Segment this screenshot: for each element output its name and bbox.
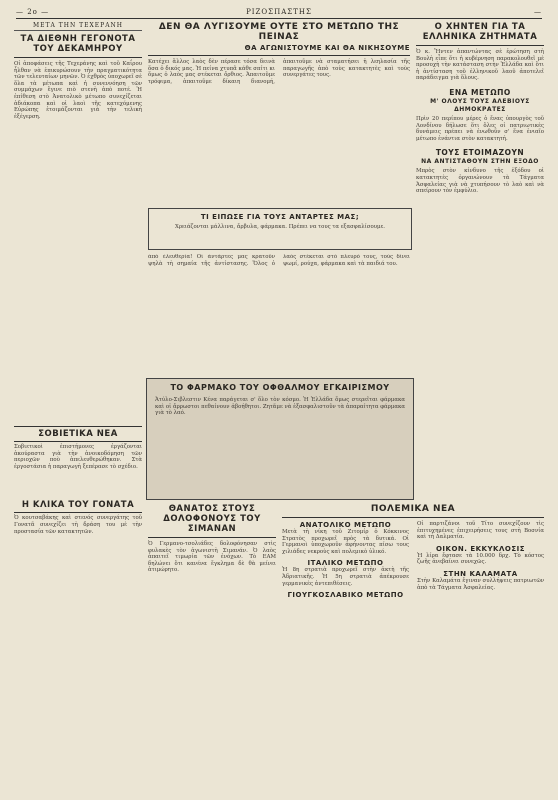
article-body-eden: Ὁ κ. Ἤντεν ἀπαντώντας σὲ ἐρώτηση στὴ Βουλὴ εἶπε ὅτι ἡ κυβέρνηση παρακολουθεῖ μὲ προσοχὴ τὴν κατάσταση στὴν Ἑλλάδα καὶ ὅτι ἡ ἀντίσταση τοῦ ἑλληνικοῦ λαοῦ ἀποτελεῖ παράδειγμα γιὰ ὅλους. bbox=[416, 49, 544, 82]
headline-eden: Ο ΧΗΝΤΕΝ ΓΙΑ ΤΑ ΕΛΛΗΝΙΚΑ ΖΗΤΗΜΑΤΑ bbox=[422, 22, 538, 42]
column-2-top bbox=[148, 22, 410, 202]
headline-hunger: ΔΕΝ ΘΑ ΛΥΓΙΣΟΥΜΕ ΟΥΤΕ ΣΤΟ ΜΕΤΩΠΟ ΤΗΣ ΠΕΙΝΑΣ bbox=[158, 22, 400, 42]
column-2-lower bbox=[148, 504, 276, 788]
subhead-front: Μ' ΟΛΟΥΣ ΤΟΥΣ ΑΛΕΒΙΟΥΣ ΔΗΜΟΚΡΑΤΕΣ bbox=[430, 97, 530, 113]
article-body-gonatas: Ὁ κουτσαβάκης καὶ στενός συνεργάτης τοῦ Γονατᾶ συνεχίζει τὴ δράση του μὲ τὴν προστασία τῶν κατακτητῶν. bbox=[14, 515, 142, 535]
masthead bbox=[16, 8, 542, 19]
column-1-top bbox=[14, 22, 142, 420]
feature-title: ΤΟ ΦΑΡΜΑΚΟ ΤΟΥ ΟΦΘΑΛΜΟΥ ΕΓΚΑΙΡΙΣΜΟΥ bbox=[170, 383, 390, 392]
notice-title: ΤΙ ΕΙΠΩΣΕ ΓΙΑ ΤΟΥΣ ΑΝΤΑΡΤΕΣ ΜΑΣ; bbox=[200, 213, 360, 221]
column-1-lower bbox=[14, 426, 142, 788]
war-body-yugo: Οἱ παρτιζάνοι τοῦ Τίτο συνεχίζουν τὶς ἐπιτυχημένες ἐπιχειρήσεις τους στὴ Βοσνία καὶ τὴ Δαλματία. bbox=[417, 521, 544, 541]
center-body bbox=[148, 254, 410, 372]
article-body-death: Ὁ Γερμανο-τσολιάδες δολοφόνησαν στὶς φυλακὲς τὸν ἀγωνιστὴ Σιμανάν. Ὁ λαὸς ἀπαιτεῖ τιμωρία τῶν ἐνόχων. Τὸ ΕΑΜ δηλώνει ὅτι κανένα ἔγκλημα δὲ θὰ μείνει ἀτιμώρητο. bbox=[148, 541, 276, 574]
notice-body: Χρειάζονται μάλλινα, ἄρβυλα, φάρμακα. Πρέπει να τους τα εξασφαλίσουμε. bbox=[174, 224, 385, 230]
feature-box-pharmako bbox=[146, 378, 414, 500]
war-sub-yugo: ΓΙΟΥΓΚΟΣΛΑΒΙΚΟ ΜΕΤΩΠΟ bbox=[287, 591, 404, 600]
article-body-hunger: Κατέχει ἄλλος λαὸς δὲν πέρασε τόσα δεινὰ ὅσα ὁ δικός μας. Ἡ πείνα χτυπᾶ κάθε σπίτι κι ὅμως ὁ λαὸς μας στέκεται ὄρθιος. Ἀπαιτοῦμε τρόφιμα, ἀπαιτοῦμε δίκαιη διανομή, ἀπαιτοῦμε νὰ σταματήσει ἡ λεηλασία τῆς παραγωγῆς ἀπὸ τοὺς κατακτητὲς καὶ τοὺς συνεργάτες τους. bbox=[148, 59, 410, 85]
headline-death: ΘΑΝΑΤΟΣ ΣΤΟΥΣ ΔΟΛΟΦΟΝΟΥΣ ΤΟΥ ΣΙΜΑΝΑΝ bbox=[163, 504, 261, 534]
page-number: — 2ο — bbox=[16, 8, 50, 16]
article-body: Οἱ ἀποφάσεις τῆς Τεχεράνης καὶ τοῦ Καΐρου ἦλθαν νὰ ἐπικυρώσουν τὴν πραγματικότητα τῶν τελευταίων μηνῶν. Ὁ ἐχθρὸς ὑποχωρεῖ σὲ ὅλα τὰ μέτωπα καὶ ἡ συνεννόηση τῶν συμμάχων ἔγινε πιὸ στενὴ ἀπὸ ποτέ. Ἡ ἐπίθεση στὸ Ἀνατολικὸ μέτωπο συνεχίζεται ἀδιάκοπα καὶ οἱ λαοὶ τῆς κατεχόμενης Εὐρώπης ἑτοιμάζονται γιὰ τὴν τελικὴ ἐξέγερση. bbox=[14, 61, 142, 120]
headline-front: ΕΝΑ ΜΕΤΩΠΟ bbox=[449, 87, 511, 97]
headline-war: ΠΟΛΕΜΙΚΑ ΝΕΑ bbox=[370, 504, 456, 514]
war-body-econ: Ἡ λίρα ἔφτασε τὰ 10.000 δρχ. Τὸ κόστος ζωῆς ἀνεβαίνει συνεχῶς. bbox=[417, 552, 544, 566]
article-body-prepare: Μπρὸς στὸν κίνδυνο τῆς ἐξόδου οἱ κατακτητὲς ὀργανώνουν τὰ Τάγματα Ἀσφαλείας γιὰ νὰ χτυπήσουν τὸ λαὸ καὶ νὰ σπείρουν τὸν ἐμφύλιο. bbox=[416, 168, 544, 195]
war-body-kalamata: Στὴν Καλαμάτα ἔγιναν συλλήψεις πατριωτῶν ἀπὸ τὰ Τάγματα Ἀσφαλείας. bbox=[417, 577, 544, 591]
headline-prepare: ΤΟΥΣ ΕΤΟΙΜΑΖΟΥΝ bbox=[435, 148, 525, 158]
war-sub-econ: ΟΙΚΟΝ. ΕΚΚΥΚΛΟΣΙΣ bbox=[435, 544, 526, 553]
center-article-text: ἀπὸ ἐλευθερία! Οἱ ἀντάρτες μας κρατοῦν ψηλὰ τὴ σημαία τῆς ἀντίστασης. Ὅλος ὁ λαὸς στέκεται στὸ πλευρό τους, τοὺς δίνει ψωμί, ρούχα, φάρμακα καὶ τὰ παιδιά του. bbox=[148, 254, 410, 267]
subhead-hunger: ΘΑ ΑΓΩΝΙΣΤΟΥΜΕ ΚΑΙ ΘΑ ΝΙΚΗΣΟΥΜΕ bbox=[244, 44, 410, 52]
war-news-columns bbox=[282, 521, 544, 599]
subhead-prepare: ΝΑ ΑΝΤΙΣΤΑΘΟΥΝ ΣΤΗΝ ΕΞΟΔΟ bbox=[421, 158, 539, 166]
column-4 bbox=[416, 22, 544, 420]
war-sub-east: ΑΝΑΤΟΛΙΚΟ ΜΕΤΩΠΟ bbox=[299, 521, 392, 529]
headline-international: ΤΑ ΔΙΕΘΝΗ ΓΕΓΟΝΟΤΑ ΤΟΥ ΔΕΚΑΜΗΡΟΥ bbox=[20, 34, 136, 54]
headline-gonatas: Η ΚΛΙΚΑ ΤΟΥ ΓΟΝΑΤΑ bbox=[21, 500, 135, 511]
war-sub-kalamata: ΣΤΗΝ ΚΑΛΑΜΑΤΑ bbox=[443, 569, 518, 578]
war-sub-italy: ΙΤΑΛΙΚΟ ΜΕΤΩΠΟ bbox=[307, 559, 384, 568]
headline-soviet: ΣΟΒΙΕΤΙΚΑ ΝΕΑ bbox=[38, 429, 118, 439]
article-body-soviet: Σοβιετικοὶ ἐπιστήμονες ἐργάζονται ἀκούραστα γιὰ τὴν ἀνοικοδόμηση τῶν περιοχῶν ποὺ ἀπελευθερώθηκαν. Στὰ ἐργοστάσια ἡ παραγωγὴ ξεπέρασε τὸ σχέδιο. bbox=[14, 444, 142, 470]
feature-body: Ἀτύλο-Σιβλεστιν Κένα παράγεται σ' ὅλο τὸν κόσμο. Ἡ Ἑλλάδα ὅμως στερεῖται φάρμακα καὶ οἱ ἄρρωστοι πεθαίνουν ἀβοήθητοι. Ζητᾶμε νὰ ἐξασφαλιστοῦν τὰ ἀπαραίτητα φάρμακα γιὰ τὸ λαό. bbox=[155, 397, 405, 417]
notice-box-antartes bbox=[148, 208, 412, 250]
masthead-right: — bbox=[534, 8, 542, 16]
war-body-italy: Ἡ 8η στρατιὰ προχωρεῖ στὴν ἀκτὴ τῆς Ἀδριατικῆς. Ἡ 5η στρατιὰ ἀπέκρουσε γερμανικὲς ἀντεπιθέσεις. bbox=[282, 567, 409, 587]
column-3-lower bbox=[282, 504, 544, 788]
war-body-east: Μετὰ τὴ νίκη τοῦ Ζιτομίρ ὁ Κόκκινος Στρατὸς προχωρεῖ πρὸς τὰ δυτικά. Οἱ Γερμανοὶ ὑποχωροῦν ἀφήνοντας πίσω τους χιλιάδες νεκροὺς καὶ πολεμικὸ ὑλικό. bbox=[282, 529, 409, 555]
article-body-front: Πρὶν 20 περίπου μέρες ὁ ἔνας ὑπουργὸς τοῦ Λονδίνου δήλωσε ὅτι ὅλες οἱ πατριωτικὲς δυνάμεις πρέπει νὰ ἑνωθοῦν σ' ἕνα ἑνιαῖο μέτωπο ἐνάντια στὸν κατακτητή. bbox=[416, 115, 544, 142]
kicker: ΜΕΤΑ ΤΗΝ ΤΕΧΕΡΑΝΗ bbox=[14, 22, 142, 31]
paper-title: ΡΙΖΟΣΠΑΣΤΗΣ bbox=[246, 8, 312, 16]
